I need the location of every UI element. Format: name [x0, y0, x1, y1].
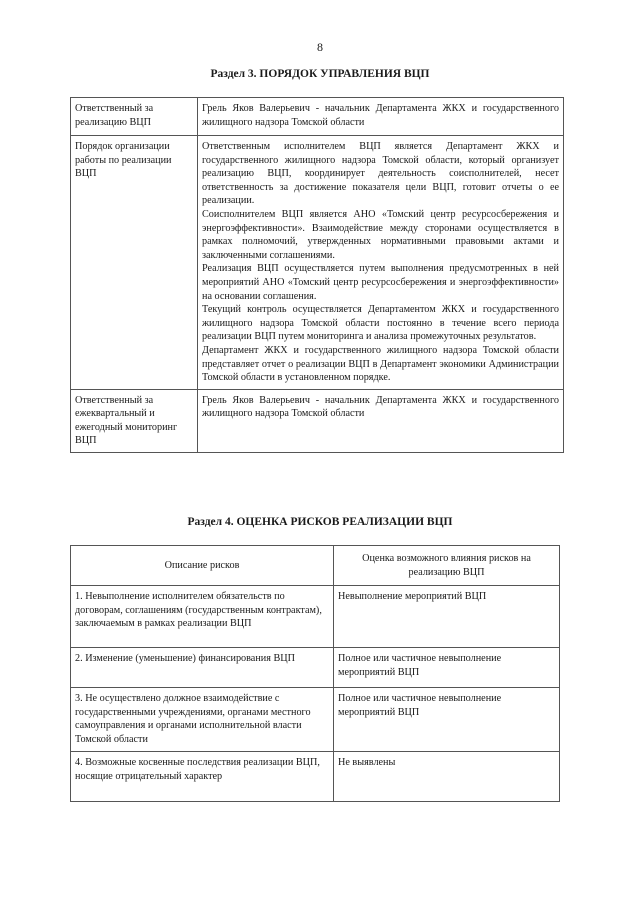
- row-label: Ответственный за реализацию ВЦП: [71, 98, 198, 136]
- table-row: [71, 136, 564, 390]
- paragraph: Текущий контроль осуществляется Департаментом ЖКХ и государственного жилищного надзора Томской области постоянно в течение всего периода реализации ВЦП путем мониторинга и анализа промежуточных результатов.: [202, 304, 559, 343]
- table-row: [71, 389, 564, 452]
- risk-impact: Полное или частичное невыполнение мероприятий ВЦП: [334, 648, 560, 688]
- paragraph: Департамент ЖКХ и государственного жилищного надзора Томской области представляет отчет о реализации ВЦП в Департамент экономики Администрации Томской области в установленном порядке.: [202, 344, 559, 384]
- risk-description: 4. Возможные косвенные последствия реализации ВЦП, носящие отрицательный характер: [71, 752, 334, 802]
- risks-table: [70, 545, 560, 802]
- section4-title: Раздел 4. ОЦЕНКА РИСКОВ РЕАЛИЗАЦИИ ВЦП: [187, 516, 453, 528]
- table-row: [71, 98, 564, 136]
- row-label: Ответственный за ежеквартальный и ежегодный мониторинг ВЦП: [71, 389, 198, 452]
- table-row: [71, 586, 560, 648]
- row-value: [198, 98, 564, 136]
- risk-impact: Не выявлены: [334, 752, 560, 802]
- row-label: Порядок организации работы по реализации ВЦП: [71, 136, 198, 390]
- paragraph: Ответственным исполнителем ВЦП является Департамент ЖКХ и государственного жилищного надзора Томской области, который организует реализацию ВЦП, координирует деятельность соисполнителей, несет ответственность за достижение показателя цели ВЦП, готовит отчеты о ее реализации.: [202, 141, 559, 207]
- paragraph: Соисполнителем ВЦП является АНО «Томский центр ресурсосбережения и энергоэффективности». Взаимодействие между сторонами осуществляется в рамках полномочий, утвержденных нормативными правовыми актами и заключенными соглашениями.: [202, 208, 559, 261]
- table-row: [71, 648, 560, 688]
- management-table: [70, 97, 564, 453]
- risk-impact: Невыполнение мероприятий ВЦП: [334, 586, 560, 648]
- section3-title: Раздел 3. ПОРЯДОК УПРАВЛЕНИЯ ВЦП: [210, 68, 430, 80]
- row-value: [198, 136, 564, 390]
- table-header-row: [71, 546, 560, 586]
- page-number: 8: [317, 40, 323, 54]
- row-value: [198, 389, 564, 452]
- paragraph: Грель Яков Валерьевич - начальник Департамента ЖКХ и государственного жилищного надзора Томской области: [202, 103, 559, 128]
- table-row: [71, 688, 560, 752]
- table-row: [71, 752, 560, 802]
- paragraph: Грель Яков Валерьевич - начальник Департамента ЖКХ и государственного жилищного надзора Томской области: [202, 394, 559, 420]
- risk-description: 1. Невыполнение исполнителем обязательств по договорам, соглашениям (государственным контрактам), заключаемым в рамках реализации ВЦП: [71, 586, 334, 648]
- header-risk-description: Описание рисков: [71, 546, 334, 586]
- risk-description: 2. Изменение (уменьшение) финансирования ВЦП: [71, 648, 334, 688]
- risk-description: 3. Не осуществлено должное взаимодействие с государственными учреждениями, органами местного самоуправления и органами исполнительной власти Томской области: [71, 688, 334, 752]
- header-risk-impact: Оценка возможного влияния рисков на реализацию ВЦП: [334, 546, 560, 586]
- paragraph: Реализация ВЦП осуществляется путем выполнения предусмотренных в ней мероприятий АНО «Томский центр ресурсосбережения и энергоэффективности» на основании соглашения.: [202, 263, 559, 302]
- risk-impact: Полное или частичное невыполнение мероприятий ВЦП: [334, 688, 560, 752]
